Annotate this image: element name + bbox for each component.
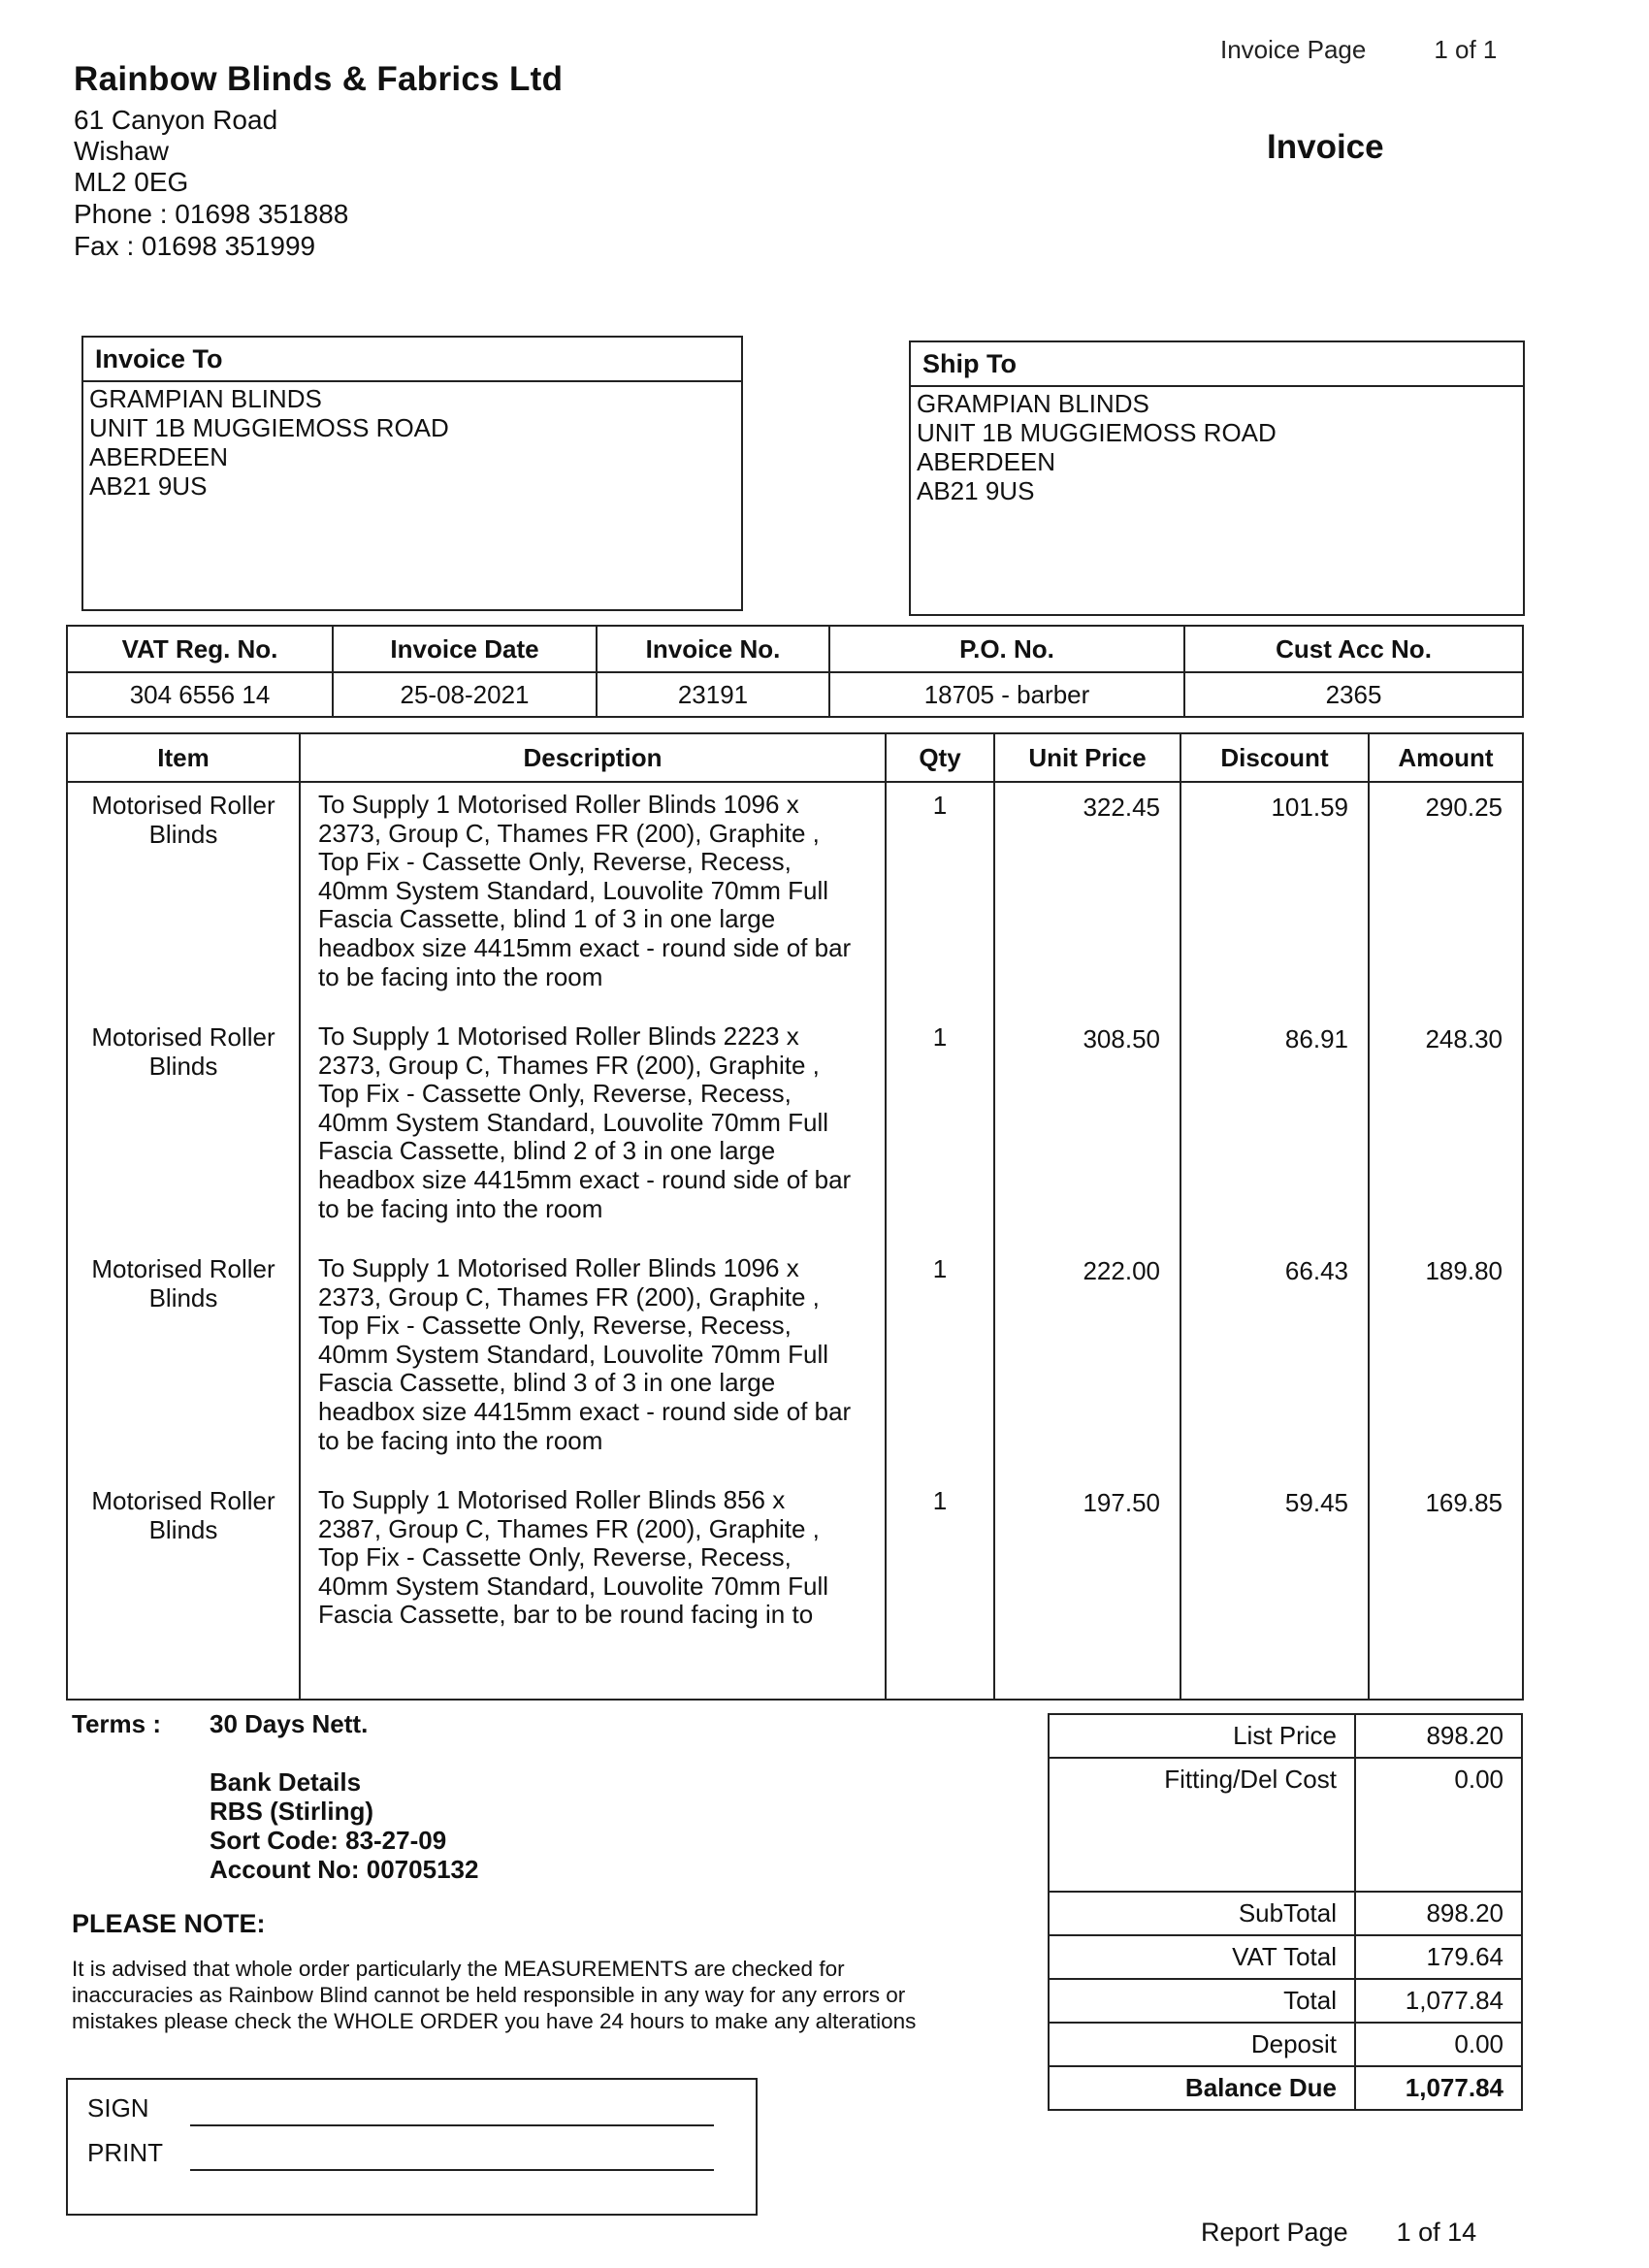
- description-line: To Supply 1 Motorised Roller Blinds 856 x: [318, 1485, 786, 1514]
- po-no-value: 18705 - barber: [829, 672, 1184, 717]
- ship-to-line: UNIT 1B MUGGIEMOSS ROAD: [917, 418, 1277, 447]
- amount-cell: 290.25: [1369, 782, 1523, 1015]
- item-name-line: Blinds: [148, 1283, 218, 1312]
- amount-cell: 169.85: [1369, 1478, 1523, 1700]
- note-title: PLEASE NOTE:: [72, 1909, 266, 1938]
- total-value: 1,077.84: [1355, 1979, 1522, 2023]
- item-cell: [67, 1247, 300, 1478]
- balance-due-value: 1,077.84: [1355, 2066, 1522, 2110]
- table-row: [67, 1478, 1523, 1700]
- bank-name: RBS (Stirling): [210, 1797, 373, 1826]
- print-label: PRINT: [87, 2138, 163, 2167]
- item-name-line: Motorised Roller: [91, 791, 275, 820]
- invoice-page-value: 1 of 1: [1434, 35, 1498, 64]
- description-cell: [300, 782, 886, 1015]
- amount-header: Amount: [1369, 733, 1523, 782]
- invoice-no-value: 23191: [597, 672, 829, 717]
- ship-to-line: AB21 9US: [917, 476, 1035, 505]
- list-price-value: 898.20: [1355, 1714, 1522, 1758]
- document-title: Invoice: [1267, 128, 1384, 166]
- invoice-to-address: [83, 382, 741, 502]
- discount-cell: 86.91: [1180, 1015, 1369, 1247]
- vat-reg-header: VAT Reg. No.: [67, 626, 333, 672]
- totals-table: [1048, 1713, 1523, 2111]
- invoice-page-indicator: [1220, 35, 1565, 65]
- invoice-to-line: ABERDEEN: [89, 442, 229, 471]
- unit-price-header: Unit Price: [994, 733, 1180, 782]
- po-no-header: P.O. No.: [829, 626, 1184, 672]
- invoice-date-header: Invoice Date: [333, 626, 597, 672]
- description-line: 2373, Group C, Thames FR (200), Graphite ,: [318, 1050, 820, 1080]
- fitting-cost-value: 0.00: [1355, 1758, 1522, 1892]
- item-name-line: Blinds: [148, 820, 218, 849]
- unit-price-cell: 322.45: [994, 782, 1180, 1015]
- description-line: headbox size 4415mm exact - round side of bar: [318, 932, 852, 962]
- invoice-to-heading: Invoice To: [83, 338, 741, 382]
- report-page-value: 1 of 14: [1396, 2218, 1477, 2247]
- description-line: 2373, Group C, Thames FR (200), Graphite ,: [318, 1281, 820, 1312]
- discount-cell: 66.43: [1180, 1247, 1369, 1478]
- unit-price-cell: 197.50: [994, 1478, 1180, 1700]
- sign-label: SIGN: [87, 2093, 149, 2122]
- qty-cell: 1: [886, 782, 994, 1015]
- terms-label: Terms :: [72, 1709, 161, 1738]
- description-line: Fascia Cassette, blind 2 of 3 in one large: [318, 1136, 776, 1166]
- description-line: to be facing into the room: [318, 1193, 603, 1223]
- invoice-to-box: [81, 336, 743, 611]
- description-line: headbox size 4415mm exact - round side of bar: [318, 1164, 852, 1194]
- qty-cell: 1: [886, 1478, 994, 1700]
- invoice-no-header: Invoice No.: [597, 626, 829, 672]
- discount-header: Discount: [1180, 733, 1369, 782]
- deposit-value: 0.00: [1355, 2023, 1522, 2066]
- sign-line: [190, 2124, 714, 2126]
- invoice-to-line: AB21 9US: [89, 471, 208, 501]
- sort-code: Sort Code: 83-27-09: [210, 1826, 447, 1855]
- fitting-cost-label: Fitting/Del Cost: [1049, 1758, 1355, 1892]
- invoice-to-line: GRAMPIAN BLINDS: [89, 384, 322, 413]
- discount-cell: 101.59: [1180, 782, 1369, 1015]
- ship-to-line: ABERDEEN: [917, 447, 1056, 476]
- company-address-street: 61 Canyon Road: [74, 105, 278, 135]
- note-line: mistakes please check the WHOLE ORDER you have 24 hours to make any alterations: [72, 2009, 917, 2033]
- ship-to-box: [909, 340, 1525, 616]
- unit-price-cell: 222.00: [994, 1247, 1180, 1478]
- description-line: to be facing into the room: [318, 961, 603, 991]
- description-line: 40mm System Standard, Louvolite 70mm Full: [318, 1339, 828, 1369]
- invoice-to-line: UNIT 1B MUGGIEMOSS ROAD: [89, 413, 449, 442]
- description-line: 2387, Group C, Thames FR (200), Graphite ,: [318, 1513, 820, 1543]
- qty-cell: 1: [886, 1015, 994, 1247]
- invoice-meta-table: [66, 625, 1524, 718]
- description-line: to be facing into the room: [318, 1425, 603, 1455]
- unit-price-cell: 308.50: [994, 1015, 1180, 1247]
- description-line: 40mm System Standard, Louvolite 70mm Full: [318, 875, 828, 905]
- subtotal-value: 898.20: [1355, 1892, 1522, 1935]
- invoice-page-label: Invoice Page: [1220, 35, 1367, 64]
- subtotal-label: SubTotal: [1049, 1892, 1355, 1935]
- discount-cell: 59.45: [1180, 1478, 1369, 1700]
- item-name-line: Motorised Roller: [91, 1486, 275, 1515]
- vat-reg-value: 304 6556 14: [67, 672, 333, 717]
- description-header: Description: [300, 733, 886, 782]
- terms-value: 30 Days Nett.: [210, 1709, 369, 1738]
- print-line: [190, 2169, 714, 2171]
- company-address-town: Wishaw: [74, 136, 170, 166]
- list-price-label: List Price: [1049, 1714, 1355, 1758]
- table-row: [67, 782, 1523, 1015]
- note-line: inaccuracies as Rainbow Blind cannot be held responsible in any way for any errors or: [72, 1983, 906, 2007]
- total-label: Total: [1049, 1979, 1355, 2023]
- report-page-label: Report Page: [1201, 2218, 1348, 2247]
- amount-cell: 248.30: [1369, 1015, 1523, 1247]
- description-line: Top Fix - Cassette Only, Reverse, Recess,: [318, 847, 792, 877]
- ship-to-heading: Ship To: [911, 342, 1523, 387]
- qty-cell: 1: [886, 1247, 994, 1478]
- item-cell: [67, 782, 300, 1015]
- description-line: 2373, Group C, Thames FR (200), Graphite ,: [318, 818, 820, 848]
- qty-header: Qty: [886, 733, 994, 782]
- description-line: 40mm System Standard, Louvolite 70mm Full: [318, 1107, 828, 1137]
- item-cell: [67, 1478, 300, 1700]
- item-name-line: Motorised Roller: [91, 1254, 275, 1283]
- item-cell: [67, 1015, 300, 1247]
- ship-to-address: [911, 387, 1523, 507]
- note-line: It is advised that whole order particularly the MEASUREMENTS are checked for: [72, 1957, 845, 1981]
- description-line: To Supply 1 Motorised Roller Blinds 1096 x: [318, 1253, 799, 1282]
- item-header: Item: [67, 733, 300, 782]
- signature-box: [66, 2078, 758, 2216]
- item-name-line: Motorised Roller: [91, 1022, 275, 1052]
- company-fax: Fax : 01698 351999: [74, 231, 316, 261]
- invoice-date-value: 25-08-2021: [333, 672, 597, 717]
- table-row: [67, 1015, 1523, 1247]
- item-name-line: Blinds: [148, 1515, 218, 1544]
- note-text: [72, 1956, 1003, 2034]
- description-line: Fascia Cassette, blind 1 of 3 in one large: [318, 904, 776, 934]
- company-address-postcode: ML2 0EG: [74, 167, 189, 197]
- description-line: Top Fix - Cassette Only, Reverse, Recess,: [318, 1079, 792, 1109]
- vat-total-value: 179.64: [1355, 1935, 1522, 1979]
- deposit-label: Deposit: [1049, 2023, 1355, 2066]
- description-cell: [300, 1015, 886, 1247]
- cust-acc-header: Cust Acc No.: [1184, 626, 1523, 672]
- description-line: To Supply 1 Motorised Roller Blinds 1096 x: [318, 790, 799, 819]
- description-cell: [300, 1478, 886, 1700]
- description-line: Top Fix - Cassette Only, Reverse, Recess,: [318, 1311, 792, 1341]
- vat-total-label: VAT Total: [1049, 1935, 1355, 1979]
- description-line: Fascia Cassette, bar to be round facing in to: [318, 1600, 814, 1630]
- description-cell: [300, 1247, 886, 1478]
- description-line: Fascia Cassette, blind 3 of 3 in one large: [318, 1368, 776, 1398]
- table-row: [67, 1247, 1523, 1478]
- description-line: To Supply 1 Motorised Roller Blinds 2223 x: [318, 1021, 799, 1051]
- item-name-line: Blinds: [148, 1052, 218, 1081]
- bank-details-heading: Bank Details: [210, 1767, 362, 1797]
- ship-to-line: GRAMPIAN BLINDS: [917, 389, 1149, 418]
- report-page-indicator: [1201, 2218, 1525, 2248]
- description-line: Top Fix - Cassette Only, Reverse, Recess,: [318, 1542, 792, 1572]
- company-phone: Phone : 01698 351888: [74, 199, 349, 229]
- description-line: headbox size 4415mm exact - round side of bar: [318, 1396, 852, 1426]
- line-items-table: [66, 732, 1524, 1701]
- company-name: Rainbow Blinds & Fabrics Ltd: [74, 60, 564, 98]
- balance-due-label: Balance Due: [1049, 2066, 1355, 2110]
- cust-acc-value: 2365: [1184, 672, 1523, 717]
- amount-cell: 189.80: [1369, 1247, 1523, 1478]
- description-line: 40mm System Standard, Louvolite 70mm Full: [318, 1571, 828, 1601]
- account-number: Account No: 00705132: [210, 1855, 479, 1884]
